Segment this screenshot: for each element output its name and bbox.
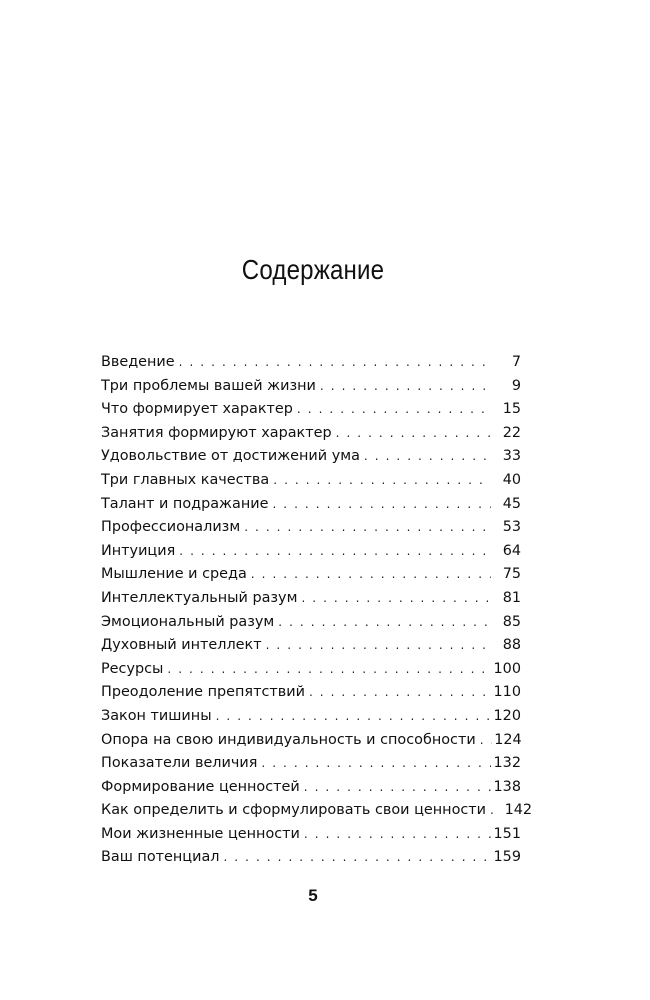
toc-entry-title: Интеллектуальный разум bbox=[101, 589, 298, 606]
dot-leader bbox=[212, 705, 491, 729]
dot-leader bbox=[257, 752, 491, 776]
toc-entry-page: 138 bbox=[493, 778, 521, 795]
toc-entry-title: Мои жизненные ценности bbox=[101, 825, 300, 842]
toc-entry bbox=[101, 634, 521, 658]
dot-leader bbox=[332, 422, 491, 446]
toc-entry bbox=[101, 729, 521, 753]
toc-entry bbox=[101, 540, 521, 564]
toc-entry bbox=[101, 776, 521, 800]
toc-entry-title: Занятия формируют характер bbox=[101, 424, 332, 441]
toc-entry-page: 120 bbox=[493, 707, 521, 724]
toc-entry-page: 53 bbox=[502, 519, 521, 536]
toc-entry-page: 7 bbox=[511, 354, 521, 370]
dot-leader bbox=[297, 587, 491, 611]
dot-leader bbox=[300, 823, 491, 847]
table-of-contents bbox=[101, 351, 533, 870]
toc-entry-page: 88 bbox=[502, 637, 521, 654]
dot-leader bbox=[163, 658, 491, 682]
toc-entry bbox=[101, 752, 521, 776]
toc-entry-page: 132 bbox=[493, 755, 521, 772]
toc-entry-page: 15 bbox=[502, 401, 521, 418]
toc-entry-title: Показатели величия bbox=[101, 755, 258, 772]
toc-entry-page: 75 bbox=[502, 566, 521, 583]
dot-leader bbox=[269, 469, 491, 493]
dot-leader bbox=[175, 351, 491, 375]
page-title: Содержание bbox=[241, 254, 385, 285]
toc-entry-title: Профессионализм bbox=[101, 519, 241, 536]
toc-entry-title: Три проблемы вашей жизни bbox=[101, 377, 316, 394]
dot-leader bbox=[240, 516, 491, 540]
toc-entry bbox=[101, 658, 521, 682]
toc-entry-title: Что формирует характер bbox=[101, 401, 293, 418]
toc-entry bbox=[101, 846, 521, 870]
toc-entry-title: Удовольствие от достижений ума bbox=[101, 448, 360, 465]
toc-entry-title: Закон тишины bbox=[101, 707, 212, 724]
toc-entry-page: 110 bbox=[493, 684, 521, 701]
toc-entry-page: 64 bbox=[502, 542, 521, 559]
toc-entry bbox=[101, 681, 521, 705]
dot-leader bbox=[219, 846, 491, 870]
dot-leader bbox=[316, 375, 491, 399]
toc-entry-page: 85 bbox=[502, 613, 521, 630]
dot-leader bbox=[268, 493, 491, 517]
toc-entry-page: 22 bbox=[502, 424, 521, 441]
toc-entry bbox=[101, 493, 521, 517]
toc-entry-title: Три главных качества bbox=[101, 471, 270, 488]
toc-entry-page: 151 bbox=[493, 825, 521, 842]
toc-entry-title: Ресурсы bbox=[101, 660, 164, 677]
toc-entry bbox=[101, 563, 521, 587]
dot-leader bbox=[262, 634, 491, 658]
toc-entry bbox=[101, 705, 521, 729]
dot-leader bbox=[486, 799, 502, 823]
toc-entry bbox=[101, 445, 521, 469]
dot-leader bbox=[305, 681, 491, 705]
toc-entry-title: Ваш потенциал bbox=[101, 849, 220, 866]
toc-entry-page: 9 bbox=[511, 377, 521, 394]
toc-entry-title: Опора на свою индивидуальность и способности bbox=[101, 731, 476, 748]
toc-entry bbox=[101, 351, 521, 375]
dot-leader bbox=[476, 729, 492, 753]
toc-entry bbox=[101, 375, 521, 399]
toc-entry-page: 159 bbox=[493, 849, 521, 866]
dot-leader bbox=[175, 540, 491, 564]
toc-entry-page: 100 bbox=[493, 660, 521, 677]
toc-entry-title: Формирование ценностей bbox=[101, 778, 300, 795]
toc-entry bbox=[101, 823, 521, 847]
dot-leader bbox=[274, 611, 491, 635]
toc-entry-page: 81 bbox=[502, 589, 521, 606]
toc-entry-page: 45 bbox=[502, 495, 521, 512]
toc-entry-title: Введение bbox=[101, 354, 175, 370]
toc-entry-title: Преодоление препятствий bbox=[101, 684, 305, 701]
toc-entry-title: Как определить и сформулировать свои ценности bbox=[101, 802, 487, 819]
toc-entry-page: 40 bbox=[502, 471, 521, 488]
toc-entry-title: Эмоциональный разум bbox=[101, 613, 275, 630]
dot-leader bbox=[293, 398, 491, 422]
toc-entry-page: 124 bbox=[494, 731, 522, 748]
toc-entry-page: 33 bbox=[502, 448, 521, 465]
toc-entry-title: Талант и подражание bbox=[101, 495, 269, 512]
toc-entry bbox=[101, 422, 521, 446]
toc-entry-title: Духовный интеллект bbox=[101, 637, 262, 654]
toc-entry-title: Мышление и среда bbox=[101, 566, 247, 583]
dot-leader bbox=[360, 445, 491, 469]
toc-entry bbox=[101, 611, 521, 635]
toc-entry bbox=[101, 516, 521, 540]
toc-entry bbox=[101, 799, 533, 823]
toc-entry-title: Интуиция bbox=[101, 542, 176, 559]
toc-entry bbox=[101, 587, 521, 611]
toc-entry-page: 142 bbox=[504, 802, 533, 819]
toc-entry bbox=[101, 469, 521, 493]
dot-leader bbox=[300, 776, 491, 800]
page-number: 5 bbox=[308, 886, 318, 905]
toc-entry bbox=[101, 398, 521, 422]
dot-leader bbox=[247, 563, 491, 587]
